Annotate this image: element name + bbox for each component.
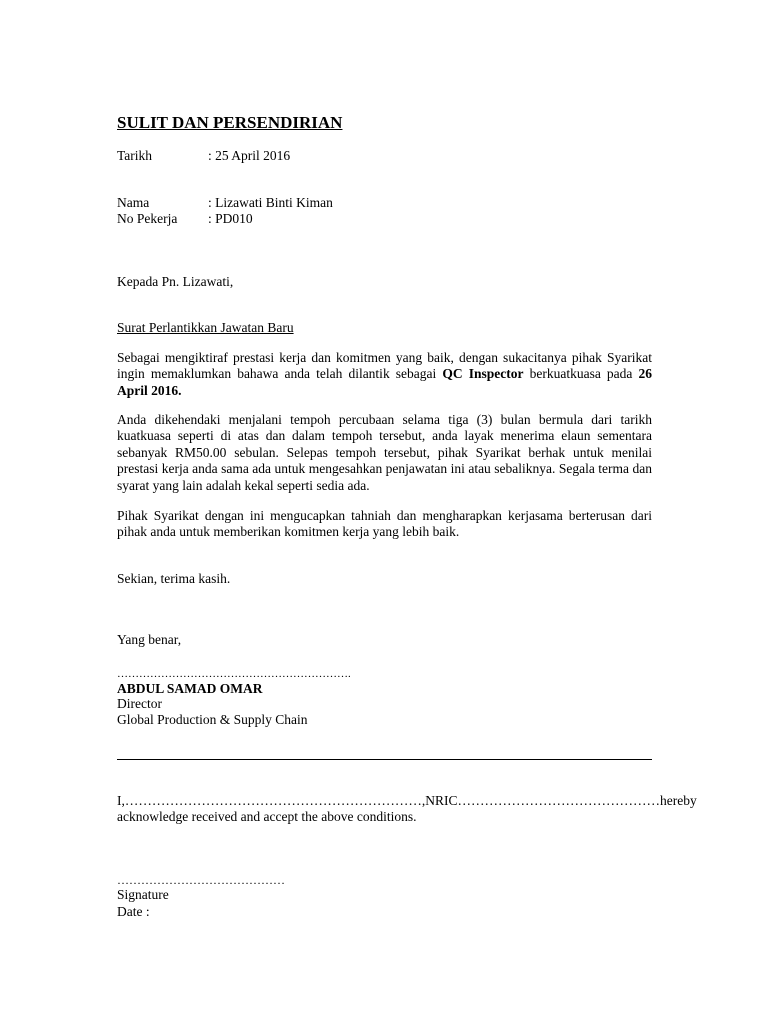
divider-line [117, 759, 652, 760]
letter-page [117, 0, 697, 1024]
ack-signature-line: …………………………………… [117, 873, 285, 887]
staff-no-value: : PD010 [208, 211, 253, 226]
ack-i-label: I, [117, 793, 125, 808]
acknowledgement-block [117, 793, 697, 826]
date-value: : 25 April 2016 [208, 148, 291, 163]
signer-department: Global Production & Supply Chain [117, 712, 308, 727]
salutation: Kepada Pn. Lizawati, [117, 274, 234, 289]
effective-text: berkuatkuasa pada [523, 366, 639, 382]
name-row [117, 194, 652, 211]
signer-title: Director [117, 696, 162, 711]
position-title: QC Inspector [442, 366, 524, 382]
ack-name-dots: …………………………………………………………, [124, 793, 426, 808]
acknowledgement-line-2: acknowledge received and accept the above conditions. [117, 809, 417, 825]
date-row [117, 147, 652, 164]
staff-no-label: No Pekerja [117, 211, 178, 226]
letter-subject: Surat Perlantikkan Jawatan Baru [117, 320, 294, 335]
paragraph-probation: Anda dikehendaki menjalani tempoh percubaan selama tiga (3) bulan bermula dari tarikh kuatkuasa seperti di atas dan dalam tempoh tersebut, anda layak menerima elaun sementara sebanyak RM50.00 sebulan. Selepas tempoh tersebut, pihak Syarikat berhak untuk menilai prestasi kerja anda sama ada untuk mengesahkan penjawatan ini atau sebaliknya. Segala terma dan syarat yang lain adalah kekal seperti sedia ada. [117, 412, 652, 493]
ack-nric-label: NRIC [425, 793, 458, 808]
staff-no-row [117, 210, 652, 227]
signer-signature-line: ………………………………………………………. [117, 668, 351, 680]
acknowledgement-line-1 [117, 793, 697, 809]
ack-date-label: Date : [117, 904, 150, 919]
paragraph-appointment-text: Sebagai mengiktiraf prestasi kerja dan komitmen yang baik, dengan sukacitanya pihak Syarikat ingin memaklumkan bahawa anda telah dilantik sebagai [117, 350, 652, 382]
closing-regards: Yang benar, [117, 632, 182, 647]
closing-thanks: Sekian, terima kasih. [117, 571, 231, 586]
effective-date: 26 April 2016. [117, 366, 653, 398]
ack-signature-label: Signature [117, 887, 169, 902]
paragraph-congratulations: Pihak Syarikat dengan ini mengucapkan tahniah dan mengharapkan kerjasama berterusan dari pihak anda untuk memberikan komitmen kerja yang lebih baik. [117, 508, 652, 540]
signer-name: ABDUL SAMAD OMAR [117, 681, 263, 696]
ack-nric-dots: ……………………………………… [457, 793, 661, 808]
ack-hereby: hereby [660, 793, 697, 808]
paragraph-appointment [117, 350, 652, 399]
name-label: Nama [117, 195, 150, 210]
confidential-heading: SULIT DAN PERSENDIRIAN [117, 113, 343, 132]
name-value: : Lizawati Binti Kiman [208, 195, 333, 210]
date-label: Tarikh [117, 148, 153, 163]
